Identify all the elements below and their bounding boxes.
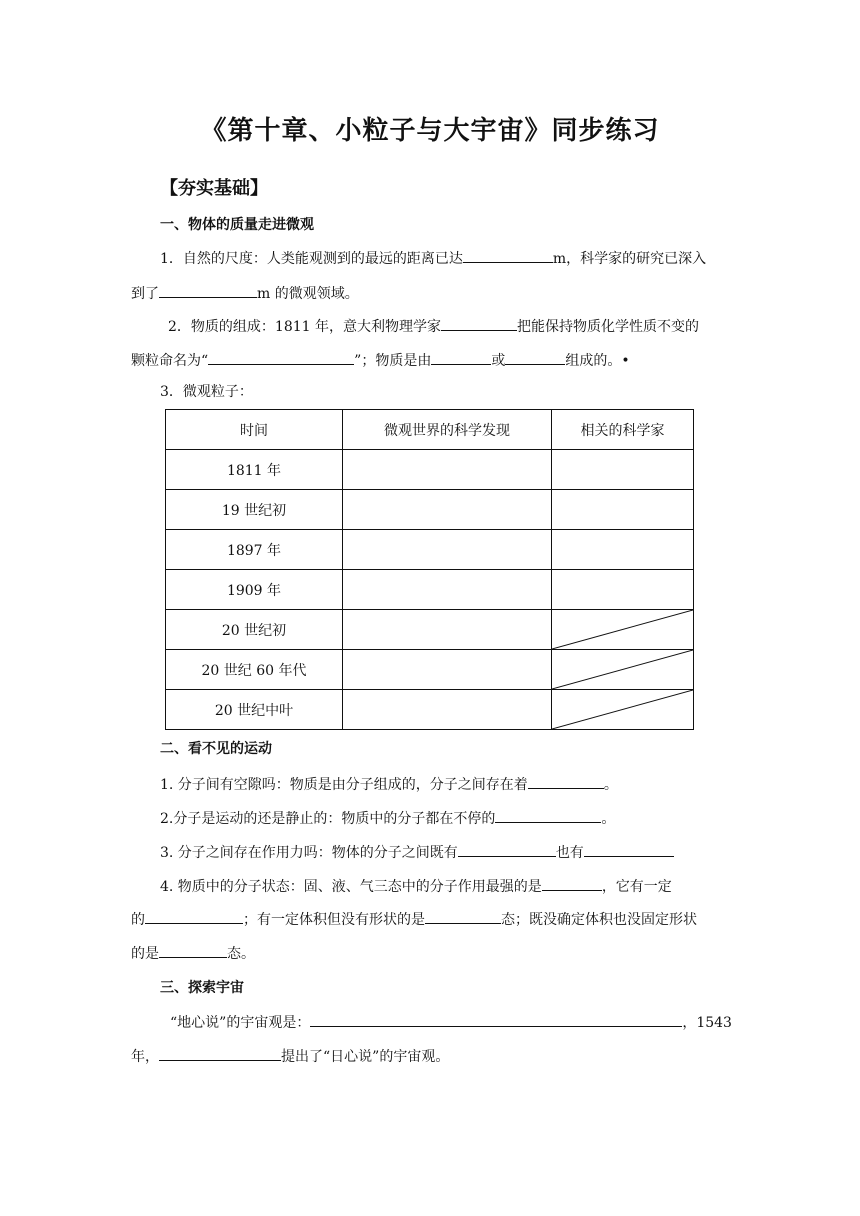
table-cell-scientist[interactable]: [552, 530, 694, 570]
s2-q4-text-f: 的是: [131, 946, 159, 962]
table-header-row: [166, 410, 694, 450]
s1-q2-text-d: ”；物质是由: [354, 353, 432, 369]
table-header-scientist: 相关的科学家: [552, 410, 694, 450]
s3-q1-text-d: 提出了“日心说”的宇宙观。: [281, 1049, 450, 1065]
s2-q1-text-b: 。: [603, 777, 618, 793]
s2-q2: [160, 806, 615, 829]
table-cell-scientist[interactable]: [552, 570, 694, 610]
section-heading-foundation: 【夯实基础】: [160, 178, 268, 199]
table-cell-time: 20 世纪中叶: [166, 690, 343, 730]
s2-q2-text-a: 2.分子是运动的还是静止的：物质中的分子都在不停的: [160, 811, 496, 827]
s1-q2-blank3[interactable]: [431, 348, 491, 365]
s2-q3-blank1[interactable]: [458, 840, 556, 857]
table-cell-time: 1897 年: [166, 530, 343, 570]
s2-q4-blank3[interactable]: [425, 907, 501, 924]
page-title: 《第十章、小粒子与大宇宙》同步练习: [200, 116, 660, 146]
s1-q2-blank1[interactable]: [441, 314, 517, 331]
s3-q1-text-a: “地心说”的宇宙观是：: [170, 1015, 311, 1031]
s1-q2-line2: [131, 348, 630, 371]
s2-q4-line3: [131, 941, 255, 964]
table-cell-discovery[interactable]: [343, 690, 552, 730]
table-row: [166, 570, 694, 610]
s2-q3: [160, 840, 674, 863]
s2-q3-text-a: 3. 分子之间存在作用力吗：物体的分子之间既有: [160, 845, 458, 861]
table-cell-time: 19 世纪初: [166, 490, 343, 530]
s2-q4-text-b: ，它有一定: [601, 879, 672, 895]
table-row: [166, 490, 694, 530]
s1-q2-line1: [168, 314, 699, 337]
diagonal-slash: [552, 690, 693, 729]
s3-q1-line2: [131, 1044, 449, 1067]
s1-q1-line2: [131, 281, 359, 304]
s2-q2-blank[interactable]: [495, 806, 601, 823]
table-cell-scientist-crossed: [552, 650, 694, 690]
table-cell-time: 20 世纪 60 年代: [166, 650, 343, 690]
section3-heading: 三、探索宇宙: [160, 980, 244, 996]
s2-q4-text-a: 4. 物质中的分子状态：固、液、气三态中的分子作用最强的是: [160, 879, 542, 895]
s1-q3: 3．微观粒子：: [160, 384, 253, 400]
table-row: [166, 690, 694, 730]
s3-q1-blank1[interactable]: [310, 1010, 682, 1027]
table-cell-discovery[interactable]: [343, 570, 552, 610]
s1-q1-text-c: 到了: [131, 286, 159, 302]
table-cell-scientist-crossed: [552, 690, 694, 730]
diagonal-slash: [552, 610, 693, 649]
s1-q1-text-d: m 的微观领域。: [257, 286, 359, 302]
section2-heading: 二、看不见的运动: [160, 741, 272, 757]
s3-q1-blank2[interactable]: [159, 1044, 281, 1061]
table-cell-discovery[interactable]: [343, 610, 552, 650]
table-row: [166, 530, 694, 570]
table-cell-discovery[interactable]: [343, 650, 552, 690]
s1-q1-text-b: m，科学家的研究已深入: [552, 251, 707, 267]
table-header-discovery: 微观世界的科学发现: [343, 410, 552, 450]
table-cell-discovery[interactable]: [343, 530, 552, 570]
s2-q4-line1: [160, 874, 672, 897]
s2-q1-text-a: 1. 分子间有空隙吗：物质是由分子组成的，分子之间存在着: [160, 777, 528, 793]
s2-q4-text-c: 的: [131, 912, 145, 928]
table-row: [166, 650, 694, 690]
s2-q3-text-b: 也有: [555, 845, 584, 861]
s1-q1-blank2[interactable]: [159, 281, 257, 298]
s1-q2-blank2[interactable]: [208, 348, 354, 365]
s3-q1-text-c: 年，: [131, 1049, 159, 1065]
s2-q4-line2: [131, 907, 697, 930]
s2-q2-text-b: 。: [601, 811, 616, 827]
s1-q2-text-a: 2．物质的组成：1811 年，意大利物理学家: [168, 319, 441, 335]
s2-q4-blank4[interactable]: [159, 941, 227, 958]
s1-q1-blank1[interactable]: [463, 246, 553, 263]
micro-particles-table: [165, 409, 694, 730]
s1-q2-text-b: 把能保持物质化学性质不变的: [517, 319, 699, 335]
table-cell-scientist-crossed: [552, 610, 694, 650]
table-row: [166, 610, 694, 650]
s2-q4-text-d: ；有一定体积但没有形状的是: [243, 912, 425, 928]
table-cell-discovery[interactable]: [343, 450, 552, 490]
s1-q2-text-c: 颗粒命名为“: [131, 353, 209, 369]
table-header-time: 时间: [166, 410, 343, 450]
s2-q4-text-e: 态；既没确定体积也没固定形状: [501, 912, 697, 928]
table-cell-time: 1909 年: [166, 570, 343, 610]
s2-q4-blank2[interactable]: [145, 907, 243, 924]
s3-q1-text-b: ，1543: [682, 1015, 732, 1031]
s2-q4-text-g: 态。: [227, 946, 255, 962]
table-row: [166, 450, 694, 490]
s1-q2-text-e: 或: [491, 353, 506, 369]
diagonal-slash: [552, 650, 693, 689]
table-cell-discovery[interactable]: [343, 490, 552, 530]
s2-q3-blank2[interactable]: [584, 840, 674, 857]
table-cell-scientist[interactable]: [552, 450, 694, 490]
s3-q1-line1: [170, 1010, 732, 1033]
s2-q4-blank1[interactable]: [542, 874, 602, 891]
s1-q2-text-f: 组成的。•: [565, 353, 630, 369]
section1-heading: 一、物体的质量走进微观: [160, 217, 314, 233]
s1-q1-line1: [160, 246, 706, 269]
s2-q1-blank[interactable]: [528, 772, 604, 789]
s2-q1: [160, 772, 618, 795]
s1-q2-blank4[interactable]: [505, 348, 565, 365]
table-cell-time: 1811 年: [166, 450, 343, 490]
table-cell-time: 20 世纪初: [166, 610, 343, 650]
s1-q1-text-a: 1．自然的尺度：人类能观测到的最远的距离已达: [160, 251, 463, 267]
table-cell-scientist[interactable]: [552, 490, 694, 530]
